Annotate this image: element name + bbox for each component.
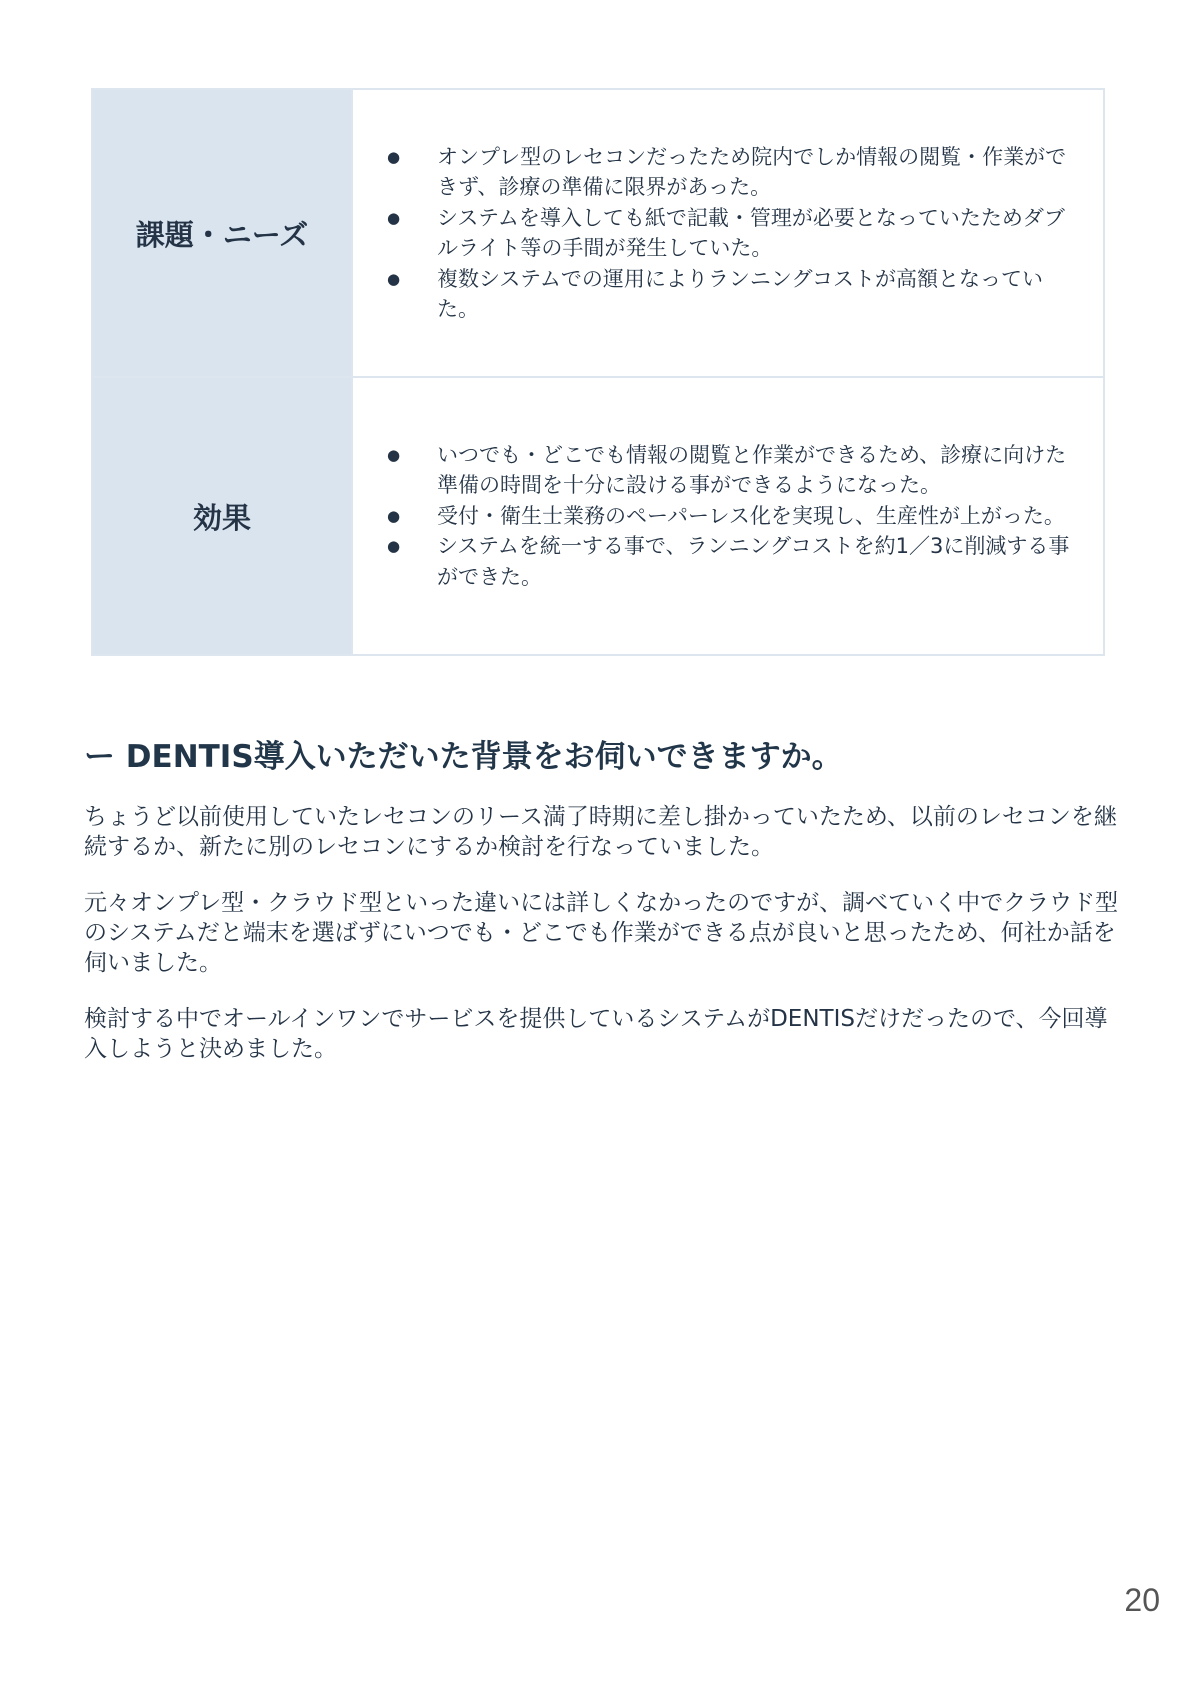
interview-question: ー DENTIS導入いただいた背景をお伺いできますか。 [84,739,843,775]
row-label-needs: 課題・ニーズ [92,89,352,377]
effects-list [387,440,1075,593]
list-item: ● オンプレ型のレセコンだったため院内でしか情報の閲覧・作業ができず、診療の準備に限界があった。 [387,142,1075,203]
list-item: ● 複数システムでの運用によりランニングコストが高額となっていた。 [387,264,1075,325]
table-row-effects [92,377,1104,655]
table-row-needs [92,89,1104,377]
summary-table [91,88,1105,656]
needs-list [387,142,1075,325]
row-content-effects [352,377,1104,655]
answer-paragraph-1: ちょうど以前使用していたレセコンのリース満了時期に差し掛かっていたため、以前のレセコンを継続するか、新たに別のレセコンにするか検討を行なっていました。 [84,804,1117,860]
list-item: ● 受付・衛生士業務のペーパーレス化を実現し、生産性が上がった。 [387,501,1075,532]
list-item: ● いつでも・どこでも情報の閲覧と作業ができるため、診療に向けた準備の時間を十分に設ける事ができるようになった。 [387,440,1075,501]
answer-paragraph-3: 検討する中でオールインワンでサービスを提供しているシステムがDENTISだけだったので、今回導入しようと決めました。 [84,1006,1108,1062]
row-content-needs [352,89,1104,377]
row-label-effects: 効果 [92,377,352,655]
answer-paragraph-2: 元々オンプレ型・クラウド型といった違いには詳しくなかったのですが、調べていく中でクラウド型のシステムだと端末を選ばずにいつでも・どこでも作業ができる点が良いと思ったため、何社か話を伺いました。 [84,890,1119,976]
page-number: 20 [1124,1582,1160,1618]
list-item: ● システムを導入しても紙で記載・管理が必要となっていたためダブルライト等の手間が発生していた。 [387,203,1075,264]
list-item: ● システムを統一する事で、ランニングコストを約1／3に削減する事ができた。 [387,531,1075,592]
